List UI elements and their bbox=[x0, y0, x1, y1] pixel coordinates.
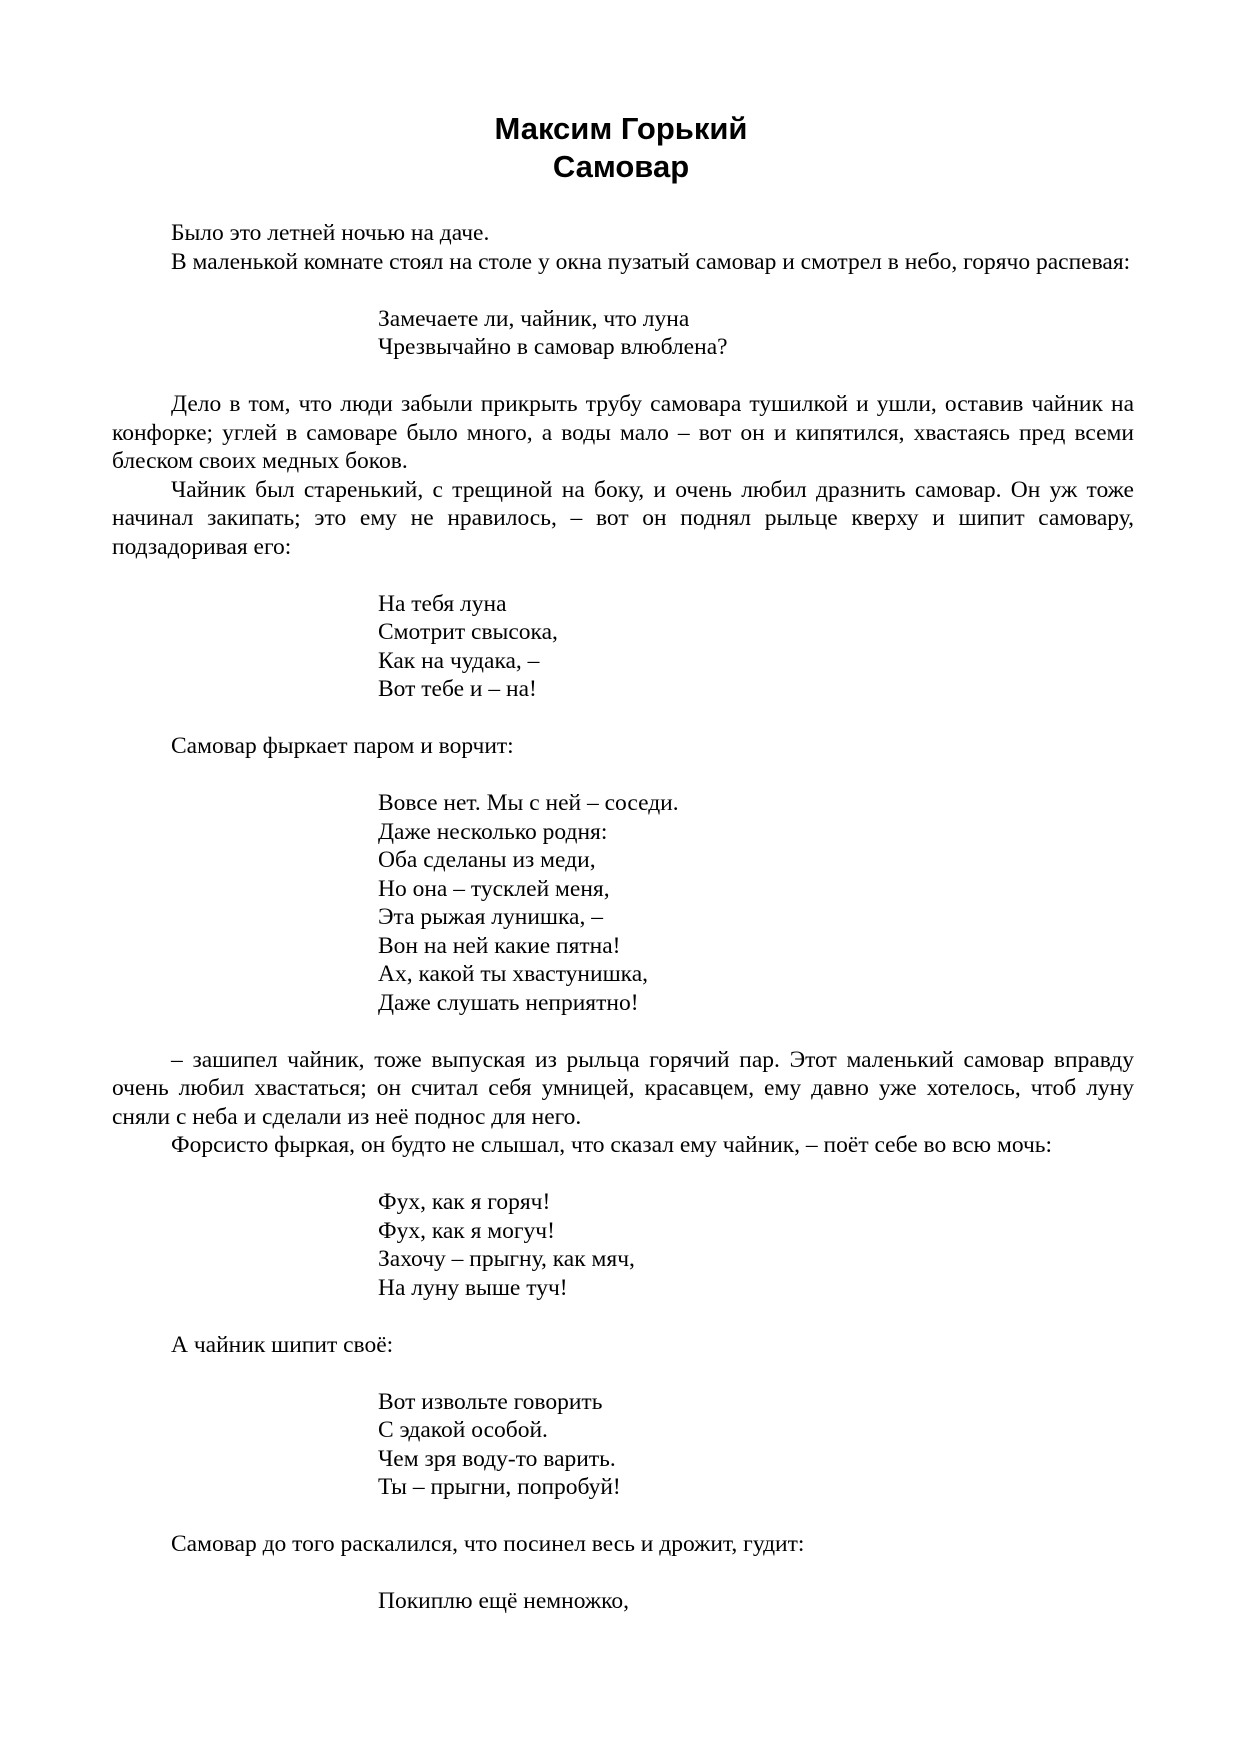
verse-line: Вот извольте говорить bbox=[378, 1388, 603, 1415]
verse-line: Замечаете ли, чайник, что луна bbox=[378, 305, 690, 332]
verse-line: Ах, какой ты хвастунишка, bbox=[378, 961, 649, 987]
verse-line: Но она – тусклей меня, bbox=[378, 875, 610, 902]
verse-line: Чрезвычайно в самовар влюблена? bbox=[378, 334, 728, 360]
verse-stanza bbox=[378, 1587, 1134, 1616]
paragraph: – зашипел чайник, тоже выпуская из рыльца горячий пар. Этот маленький самовар вправду очень любил хвастаться; он считал себя умницей, красавцем, ему давно уже хотелось, чтоб луну сняли с неба и сделали из неё поднос для него. bbox=[112, 1046, 1134, 1130]
paragraph: Самовар до того раскалился, что посинел весь и дрожит, гудит: bbox=[171, 1531, 805, 1557]
verse-line: Оба сделаны из меди, bbox=[378, 847, 596, 873]
verse-stanza bbox=[378, 1388, 1134, 1502]
verse-line: Покиплю ещё немножко, bbox=[378, 1588, 629, 1614]
verse-line: Даже слушать неприятно! bbox=[378, 989, 639, 1016]
verse-line: Эта рыжая лунишка, – bbox=[378, 904, 603, 930]
title-block bbox=[0, 110, 1242, 186]
paragraph: А чайник шипит своё: bbox=[171, 1331, 394, 1358]
verse-line: Вот тебе и – на! bbox=[378, 676, 537, 702]
verse-line: Даже несколько родня: bbox=[378, 818, 608, 845]
paragraph: В маленькой комнате стоял на столе у окна пузатый самовар и смотрел в небо, горячо распевая: bbox=[171, 248, 1131, 275]
paragraph: Дело в том, что люди забыли прикрыть трубу самовара тушилкой и ушли, оставив чайник на конфорке; углей в самоваре было много, а воды мало – вот он и кипятился, хвастаясь пред всеми блеском своих медных боков. bbox=[112, 391, 1134, 474]
verse-line: Как на чудака, – bbox=[378, 647, 540, 674]
paragraph: Форсисто фыркая, он будто не слышал, что сказал ему чайник, – поёт себе во всю мочь: bbox=[171, 1132, 1053, 1158]
verse-line: Чем зря воду-то варить. bbox=[378, 1445, 616, 1472]
verse-stanza bbox=[378, 1188, 1134, 1302]
verse-line: Смотрит свысока, bbox=[378, 619, 558, 645]
paragraph: Самовар фыркает паром и ворчит: bbox=[171, 733, 514, 759]
story-title: Самовар bbox=[552, 149, 690, 184]
author-name: Максим Горький bbox=[494, 111, 748, 146]
paragraph: Было это летней ночью на даче. bbox=[171, 220, 490, 246]
verse-line: На тебя луна bbox=[378, 590, 507, 617]
verse-line: Захочу – прыгну, как мяч, bbox=[378, 1246, 635, 1272]
verse-line: Фух, как я горяч! bbox=[378, 1189, 551, 1215]
verse-line: Вовсе нет. Мы с ней – соседи. bbox=[378, 790, 679, 816]
story-body bbox=[112, 219, 1134, 1644]
verse-stanza bbox=[378, 305, 1134, 362]
verse-line: На луну выше туч! bbox=[378, 1274, 568, 1301]
verse-line: Ты – прыгни, попробуй! bbox=[378, 1474, 621, 1500]
verse-line: Вон на ней какие пятна! bbox=[378, 932, 621, 959]
verse-stanza bbox=[378, 590, 1134, 704]
verse-stanza bbox=[378, 789, 1134, 1017]
verse-line: С эдакой особой. bbox=[378, 1417, 548, 1443]
verse-line: Фух, как я могуч! bbox=[378, 1217, 555, 1244]
paragraph: Чайник был старенький, с трещиной на боку, и очень любил дразнить самовар. Он уж тоже начинал закипать; это ему не нравилось, – вот он поднял рыльце кверху и шипит самовару, подзадоривая его: bbox=[112, 476, 1134, 560]
